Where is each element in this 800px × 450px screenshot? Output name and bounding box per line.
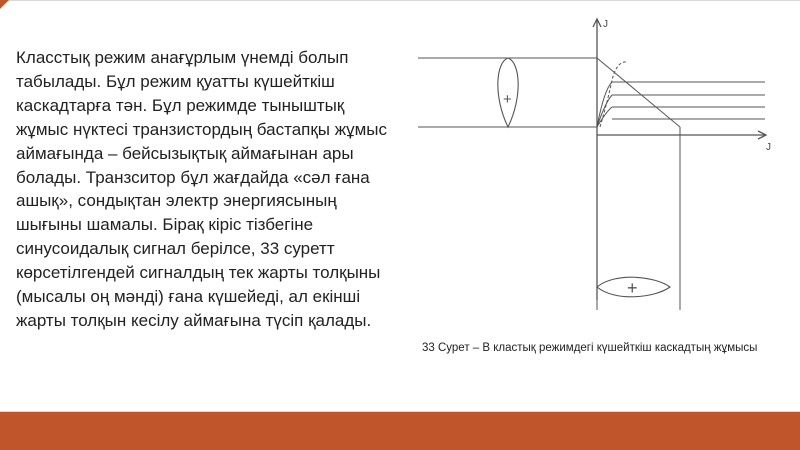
load-line — [597, 58, 680, 127]
output-half-wave — [597, 277, 670, 297]
input-half-wave — [498, 58, 518, 127]
footer-bar — [0, 412, 800, 450]
curve-knee-3 — [597, 107, 612, 127]
corner-accent — [0, 0, 9, 9]
body-text: Класстық режим анағұрлым үнемді болып табылады. Бұл режим қуатты күшейткіш каскадтарға тән. Бұл режимде тыныштық жұмыс нүктесі транзистордың бастапқы жұмыс аймағында – бейсызықтық аймағынан ары болады. Транзситор бұл жағдайда «сәл ғана ашық», сондықтан электр энергиясының шығыны шамалы. Бірақ кіріс тізбегіне синусоидалық сигнал берілсе, 33 суретт көрсетілгендей сигналдың тек жарты толқыны (мысалы оң мәнді) ғана күшейеді, ал екінші жарты толқын кесілу аймағына түсіп қалады. — [16, 48, 388, 330]
y-axis-arrow — [593, 19, 601, 27]
curve-knee-2 — [597, 95, 612, 127]
figure-caption: 33 Сурет – В кластық режимдегі күшейткіш каскадтың жұмысы — [422, 342, 758, 354]
x-axis-arrow — [758, 131, 766, 139]
y-axis-label: J — [603, 19, 608, 30]
dashed-transfer-curve — [600, 62, 628, 127]
input-plus-sign: + — [503, 91, 512, 108]
output-plus-sign: + — [627, 278, 638, 298]
top-rule — [0, 0, 800, 1]
x-axis-label: J — [766, 142, 771, 153]
curve-knee-1 — [597, 82, 612, 127]
